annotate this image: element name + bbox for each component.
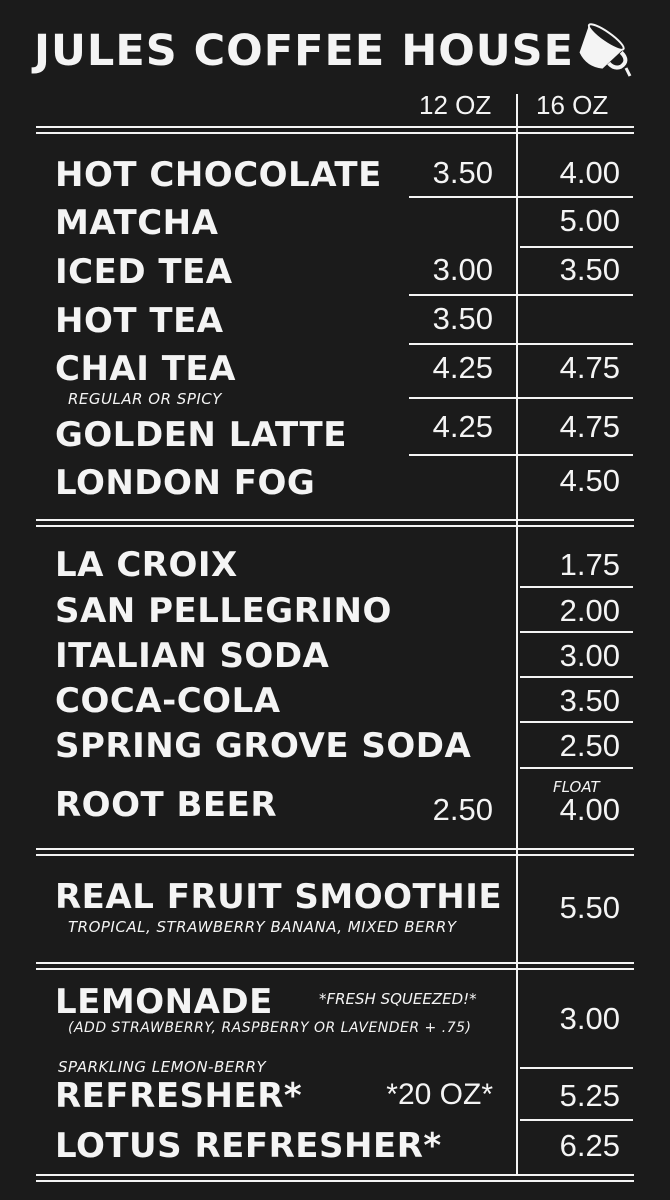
- menu-item-price: 3.00: [559, 1001, 620, 1036]
- menu-item-name: REAL FRUIT SMOOTHIE: [55, 877, 503, 917]
- menu-item-price-large: 4.50: [559, 463, 620, 498]
- menu-item-name: ROOT BEER: [55, 785, 278, 825]
- column-header-small: 12 OZ: [419, 90, 492, 120]
- menu-item-name: COCA-COLA: [55, 681, 281, 721]
- menu-item-size: *20 OZ*: [386, 1078, 493, 1111]
- menu-item-name: HOT CHOCOLATE: [55, 155, 382, 195]
- float-price: 4.00: [559, 792, 620, 827]
- column-divider: [516, 94, 518, 1174]
- menu-item-price-small: 4.25: [432, 409, 493, 444]
- menu-item-price: 1.75: [559, 547, 620, 582]
- menu-item-price-large: 4.75: [559, 350, 620, 385]
- menu-item-name: LOTUS REFRESHER*: [55, 1126, 442, 1166]
- menu-item-price-large: 4.00: [559, 155, 620, 190]
- menu-item-price: 2.50: [432, 792, 493, 827]
- menu-item-name: LEMONADE: [55, 982, 273, 1022]
- menu-item-name: SPRING GROVE SODA: [55, 726, 472, 766]
- menu-item-price-small: 3.50: [432, 301, 493, 336]
- menu-item-name: GOLDEN LATTE: [55, 415, 347, 455]
- menu-item-note: (ADD STRAWBERRY, RASPBERRY OR LAVENDER + .75): [68, 1020, 472, 1036]
- menu-item-price-large: 3.50: [559, 252, 620, 287]
- menu-item-price: 6.25: [559, 1128, 620, 1163]
- menu-item-price: 3.50: [559, 683, 620, 718]
- menu-item-note: REGULAR OR SPICY: [68, 390, 222, 408]
- menu-item-price: 3.00: [559, 638, 620, 673]
- float-label: FLOAT: [553, 778, 600, 796]
- menu-item-price: 5.50: [559, 890, 620, 925]
- menu-item-name: LONDON FOG: [55, 463, 316, 503]
- page-title: JULES COFFEE HOUSE: [34, 26, 575, 76]
- menu-item-name: ICED TEA: [55, 252, 233, 292]
- menu-item-price: 5.25: [559, 1078, 620, 1113]
- menu-item-price-small: 3.50: [432, 155, 493, 190]
- menu-item-price-large: 5.00: [559, 203, 620, 238]
- coffee-cup-icon: [568, 18, 634, 78]
- menu-item-price: 2.50: [559, 728, 620, 763]
- menu-item-name: CHAI TEA: [55, 349, 236, 389]
- menu-item-name: LA CROIX: [55, 545, 238, 585]
- menu-item-name: ITALIAN SODA: [55, 636, 330, 676]
- menu-item-name: MATCHA: [55, 203, 219, 243]
- menu-item-price-small: 4.25: [432, 350, 493, 385]
- menu-item-tag: *FRESH SQUEEZED!*: [319, 990, 477, 1008]
- column-header-large: 16 OZ: [536, 90, 609, 120]
- menu-item-note: TROPICAL, STRAWBERRY BANANA, MIXED BERRY: [68, 918, 457, 936]
- menu-item-price: 2.00: [559, 593, 620, 628]
- menu-item-pre: SPARKLING LEMON-BERRY: [58, 1058, 267, 1076]
- menu-item-name: HOT TEA: [55, 301, 224, 341]
- menu-item-price-small: 3.00: [432, 252, 493, 287]
- menu-item-name: SAN PELLEGRINO: [55, 591, 392, 631]
- menu-item-name: REFRESHER*: [55, 1076, 303, 1116]
- menu-item-price-large: 4.75: [559, 409, 620, 444]
